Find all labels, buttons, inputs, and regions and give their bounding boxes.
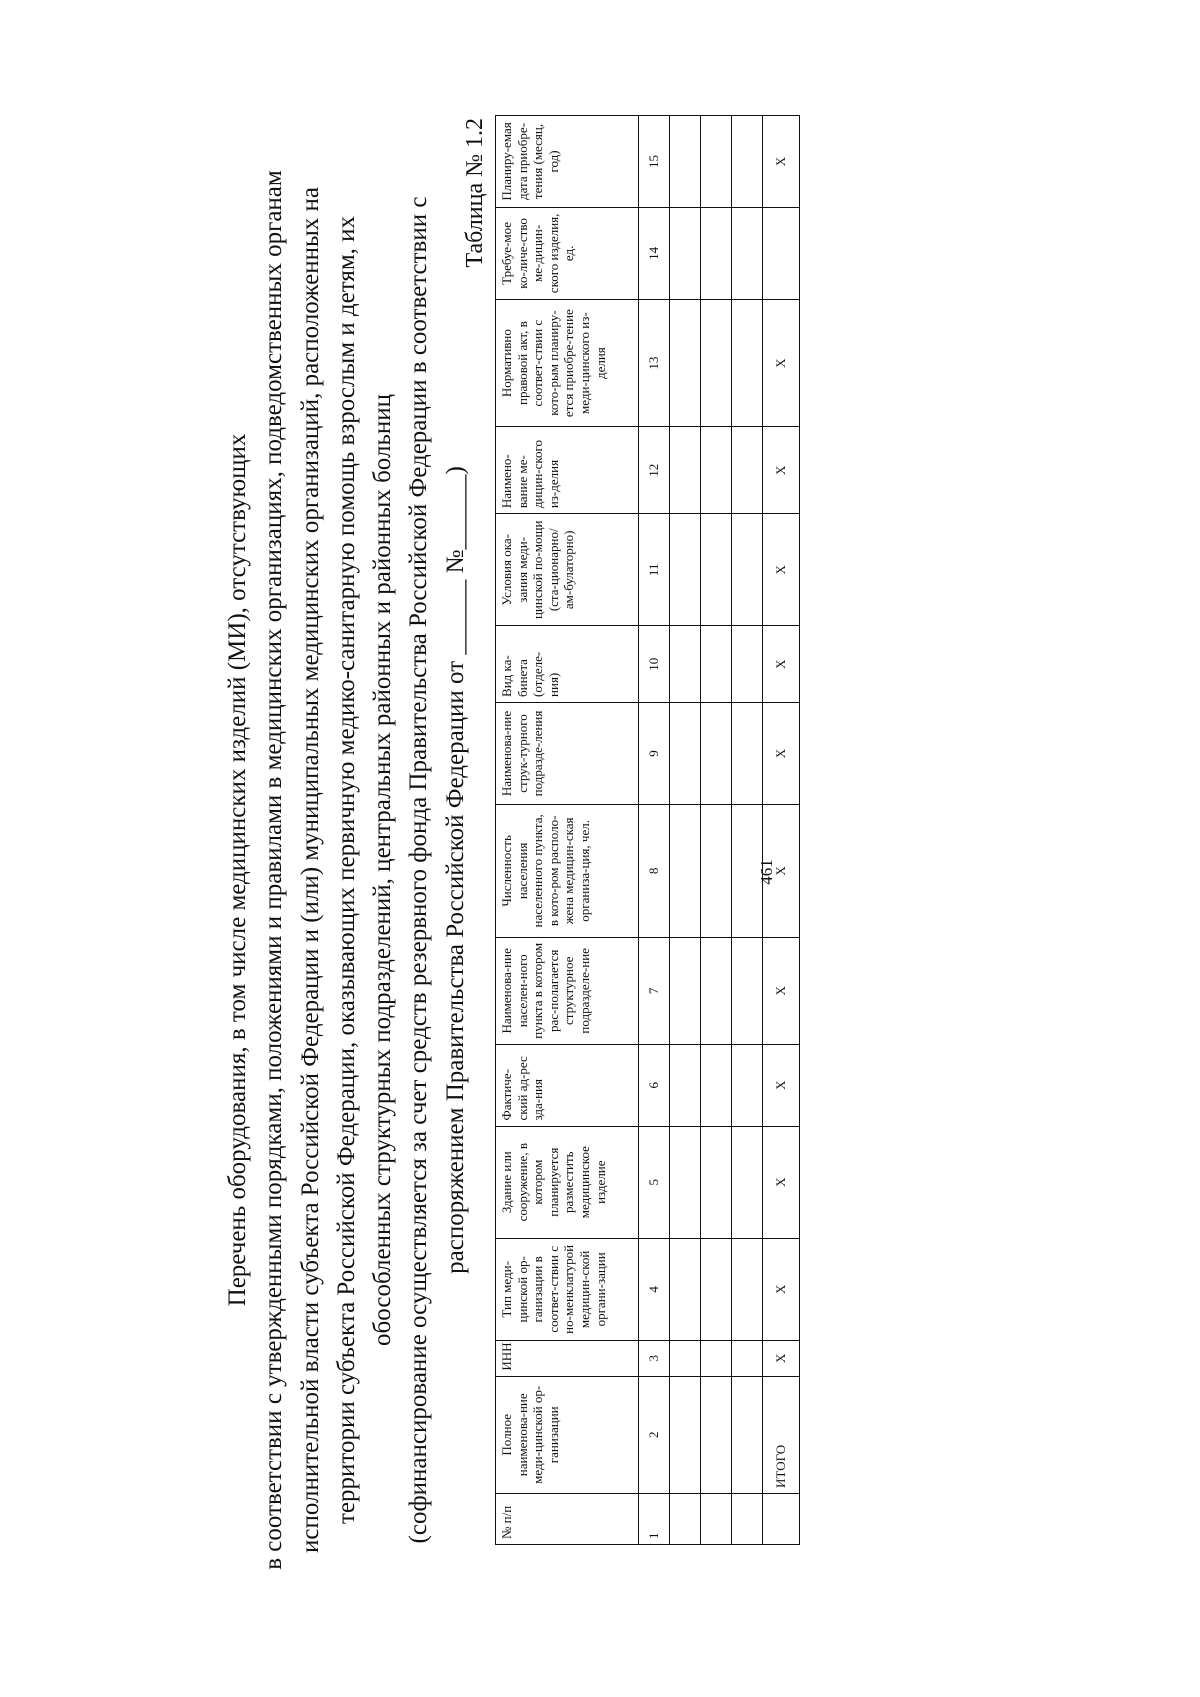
column-number-cell: 13 bbox=[639, 299, 670, 427]
table-header-row bbox=[496, 116, 639, 1545]
header-cell-building: Здание или сооружение, в котором планируется разместить медицинское изделие bbox=[496, 1126, 639, 1238]
empty-cell bbox=[701, 1238, 732, 1340]
title-line: (софинансирование осуществляется за счет средств резервного фонда Правительства Российской Федерации в соответствии с bbox=[405, 196, 433, 1544]
header-cell-legal-act: Нормативно правовой акт, в соответ-ствии с кото-рым планиру-ется приобре-тение меди-цинского из-делия bbox=[496, 299, 639, 427]
empty-cell bbox=[670, 702, 701, 804]
header-cell-address: Фактиче-ский ад-рес зда-ния bbox=[496, 1044, 639, 1126]
header-cell-inn: ИНН bbox=[496, 1340, 639, 1376]
empty-cell bbox=[732, 116, 763, 208]
header-cell-org-name: Полное наименова-ние меди-цинской ор-ганизации bbox=[496, 1376, 639, 1493]
table-caption: Таблица № 1.2 bbox=[462, 118, 488, 268]
empty-cell bbox=[670, 626, 701, 703]
empty-cell bbox=[732, 207, 763, 299]
header-cell-settlement: Наименова-ние населен-ного пункта в котором рас-полагается структурное подразделе-ние bbox=[496, 937, 639, 1044]
title-line: исполнительной власти субъекта Российской Федерации и (или) муниципальных медицинских организаций, расположенных на bbox=[296, 187, 324, 1554]
empty-cell bbox=[670, 427, 701, 514]
empty-cell bbox=[701, 805, 732, 938]
empty-cell bbox=[732, 937, 763, 1044]
header-cell-unit-name: Наименова-ние струк-турного подразде-ления bbox=[496, 702, 639, 804]
table-row bbox=[670, 116, 701, 1545]
column-number-cell: 8 bbox=[639, 805, 670, 938]
table-row bbox=[732, 116, 763, 1545]
empty-cell bbox=[701, 116, 732, 208]
empty-cell bbox=[732, 1376, 763, 1493]
column-number-cell: 9 bbox=[639, 702, 670, 804]
empty-cell bbox=[670, 805, 701, 938]
empty-cell bbox=[701, 937, 732, 1044]
empty-cell bbox=[701, 299, 732, 427]
empty-cell bbox=[732, 805, 763, 938]
empty-cell bbox=[701, 702, 732, 804]
total-cell: Х bbox=[763, 1238, 800, 1340]
title-line: территории субъекта Российской Федерации, оказывающих первичную медико-санитарную помощь взрослым и детям, их bbox=[332, 215, 360, 1525]
total-cell: Х bbox=[763, 1126, 800, 1238]
empty-cell bbox=[670, 937, 701, 1044]
empty-cell bbox=[670, 1340, 701, 1376]
empty-cell bbox=[701, 1493, 732, 1544]
empty-cell bbox=[732, 1126, 763, 1238]
empty-cell bbox=[732, 702, 763, 804]
total-cell: Х bbox=[763, 702, 800, 804]
column-number-cell: 15 bbox=[639, 116, 670, 208]
empty-cell bbox=[701, 1340, 732, 1376]
empty-cell bbox=[732, 299, 763, 427]
total-cell: Х bbox=[763, 514, 800, 626]
column-number-cell: 10 bbox=[639, 626, 670, 703]
empty-cell bbox=[732, 626, 763, 703]
total-cell: Х bbox=[763, 427, 800, 514]
column-number-cell: 1 bbox=[639, 1493, 670, 1544]
header-cell-care-conditions: Условия ока-зания меди-цинской по-мощи (ста-ционарно/ ам-булаторно) bbox=[496, 514, 639, 626]
total-cell: Х bbox=[763, 805, 800, 938]
empty-cell bbox=[701, 1044, 732, 1126]
empty-cell bbox=[670, 1126, 701, 1238]
empty-cell bbox=[701, 1376, 732, 1493]
header-cell-population: Численность населения населенного пункта, в кото-ром располо-жена медицин-ская организа-ция, чел. bbox=[496, 805, 639, 938]
empty-cell bbox=[670, 1044, 701, 1126]
column-number-cell: 4 bbox=[639, 1238, 670, 1340]
column-number-cell: 6 bbox=[639, 1044, 670, 1126]
empty-cell bbox=[670, 1238, 701, 1340]
empty-cell bbox=[670, 207, 701, 299]
total-cell: Х bbox=[763, 116, 800, 208]
title-line: Перечень оборудования, в том числе медицинских изделий (МИ), отсутствующих bbox=[224, 433, 251, 1307]
column-number-cell: 12 bbox=[639, 427, 670, 514]
total-row bbox=[763, 116, 800, 1545]
empty-cell bbox=[732, 514, 763, 626]
total-cell: Х bbox=[763, 937, 800, 1044]
column-number-cell: 14 bbox=[639, 207, 670, 299]
empty-cell bbox=[701, 207, 732, 299]
column-number-row bbox=[639, 116, 670, 1545]
column-number-cell: 7 bbox=[639, 937, 670, 1044]
header-cell-quantity: Требуе-мое ко-личе-ство ме-дицин-ского изделия, ед. bbox=[496, 207, 639, 299]
title-line: в соответствии с утвержденными порядками, положениями и правилами в медицинских организациях, подведомственных органам bbox=[260, 170, 288, 1570]
total-label: ИТОГО bbox=[763, 1376, 800, 1493]
empty-cell bbox=[670, 1493, 701, 1544]
column-number-cell: 5 bbox=[639, 1126, 670, 1238]
total-cell: Х bbox=[763, 299, 800, 427]
total-cell bbox=[763, 1493, 800, 1544]
title-line: распоряжением Правительства Российской Федерации от ______ №______) bbox=[441, 466, 469, 1274]
empty-cell bbox=[670, 1376, 701, 1493]
rotated-sheet bbox=[30, 70, 1110, 1670]
total-cell: Х bbox=[763, 1044, 800, 1126]
empty-cell bbox=[701, 427, 732, 514]
equipment-table bbox=[495, 115, 800, 1545]
table-row bbox=[701, 116, 732, 1545]
empty-cell bbox=[701, 514, 732, 626]
total-cell bbox=[763, 207, 800, 299]
column-number-cell: 3 bbox=[639, 1340, 670, 1376]
empty-cell bbox=[670, 514, 701, 626]
header-cell-org-type: Тип меди-цинской ор-ганизации в соответ-ствии с но-менклатурой медицин-ской органи-зации bbox=[496, 1238, 639, 1340]
header-cell-purchase-date: Планиру-емая дата приобре-тения (месяц, год) bbox=[496, 116, 639, 208]
empty-cell bbox=[670, 299, 701, 427]
header-cell-device-name: Наимено-вание ме-дицин-ского из-делия bbox=[496, 427, 639, 514]
empty-cell bbox=[670, 116, 701, 208]
title-line: обособленных структурных подразделений, центральных районных и районных больниц bbox=[369, 394, 396, 1346]
page-number: 461 bbox=[757, 859, 776, 885]
column-number-cell: 2 bbox=[639, 1376, 670, 1493]
empty-cell bbox=[701, 626, 732, 703]
header-cell-number: № п/п bbox=[496, 1493, 639, 1544]
total-cell: Х bbox=[763, 1340, 800, 1376]
document-title bbox=[220, 70, 474, 1670]
empty-cell bbox=[732, 427, 763, 514]
empty-cell bbox=[701, 1126, 732, 1238]
header-cell-cabinet-type: Вид ка-бинета (отделе-ния) bbox=[496, 626, 639, 703]
column-number-cell: 11 bbox=[639, 514, 670, 626]
total-cell: Х bbox=[763, 626, 800, 703]
empty-cell bbox=[732, 1238, 763, 1340]
empty-cell bbox=[732, 1044, 763, 1126]
empty-cell bbox=[732, 1340, 763, 1376]
empty-cell bbox=[732, 1493, 763, 1544]
